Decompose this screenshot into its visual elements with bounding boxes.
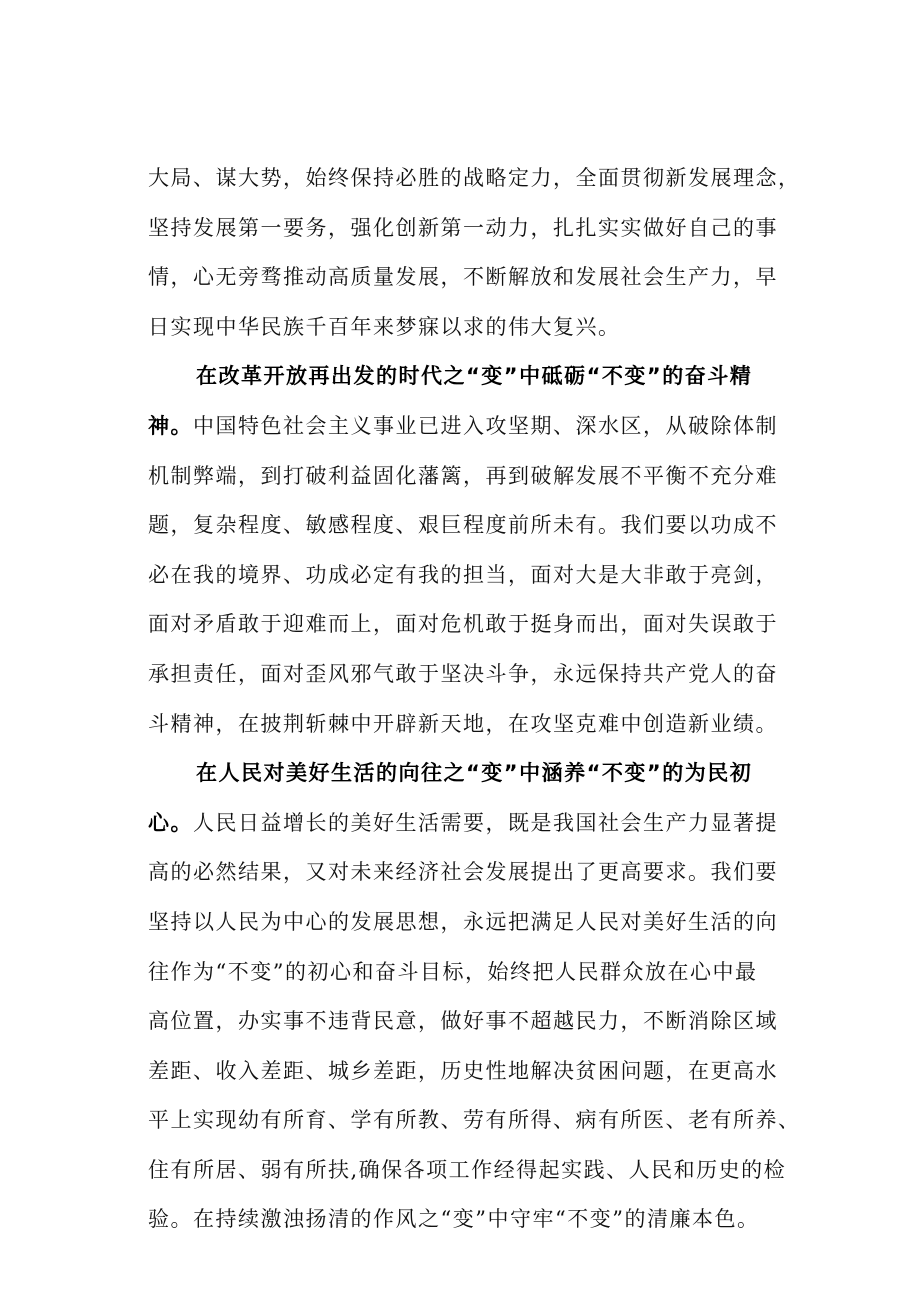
text-line: 承担责任，面对歪风邪气敢于坚决斗争，永远保持共产党人的奋 xyxy=(148,661,778,686)
paragraph-3 xyxy=(148,749,812,1245)
text-line: 题，复杂程度、敏感程度、艰巨程度前所未有。我们要以功成不 xyxy=(148,513,778,538)
text-line: 住有所居、弱有所扶,确保各项工作经得起实践、人民和历史的检 xyxy=(148,1157,787,1182)
paragraph-heading: 在改革开放再出发的时代之“变”中砥砺“不变”的奋斗精 xyxy=(196,364,753,389)
text-line: 验。在持续激浊扬清的作风之“变”中守牢“不变”的清廉本色。 xyxy=(148,1207,760,1232)
paragraph-heading-end: 神。 xyxy=(148,413,193,438)
paragraph-heading-end: 心。 xyxy=(148,810,193,835)
text-line: 往作为“不变”的初心和奋斗目标，始终把人民群众放在心中最 xyxy=(148,959,758,984)
text-line-rest: 中国特色社会主义事业已进入攻坚期、深水区，从破除体制 xyxy=(193,413,778,438)
document-body xyxy=(148,154,812,1245)
text-line: 必在我的境界、功成必定有我的担当，面对大是大非敢于亮剑， xyxy=(148,562,778,587)
text-line: 高的必然结果，又对未来经济社会发展提出了更高要求。我们要 xyxy=(148,860,778,885)
text-line: 机制弊端，到打破利益固化藩篱，再到破解发展不平衡不充分难 xyxy=(148,463,778,488)
text-line: 大局、谋大势，始终保持必胜的战略定力，全面贯彻新发展理念， xyxy=(148,166,801,190)
paragraph-2 xyxy=(148,352,812,749)
text-line: 斗精神，在披荆斩棘中开辟新天地，在攻坚克难中创造新业绩。 xyxy=(148,711,778,736)
text-line: 坚持发展第一要务，强化创新第一动力，扎扎实实做好自己的事 xyxy=(148,215,778,240)
text-line-rest: 人民日益增长的美好生活需要，既是我国社会生产力显著提 xyxy=(193,810,778,835)
text-line: 日实现中华民族千百年来梦寐以求的伟大复兴。 xyxy=(148,314,621,339)
text-line: 差距、收入差距、城乡差距，历史性地解决贫困问题，在更高水 xyxy=(148,1058,778,1083)
paragraph-1 xyxy=(148,154,812,352)
text-line: 坚持以人民为中心的发展思想，永远把满足人民对美好生活的向 xyxy=(148,909,778,934)
text-line xyxy=(148,799,812,849)
text-line xyxy=(148,402,812,452)
text-line: 情，心无旁骛推动高质量发展，不断解放和发展社会生产力，早 xyxy=(148,265,778,290)
paragraph-heading: 在人民对美好生活的向往之“变”中涵养“不变”的为民初 xyxy=(196,761,753,786)
text-line: 高位置，办实事不违背民意，做好事不超越民力，不断消除区域 xyxy=(148,1009,778,1034)
text-line: 平上实现幼有所育、学有所教、劳有所得、病有所医、老有所养、 xyxy=(148,1108,801,1133)
text-line: 面对矛盾敢于迎难而上，面对危机敢于挺身而出，面对失误敢于 xyxy=(148,612,778,637)
